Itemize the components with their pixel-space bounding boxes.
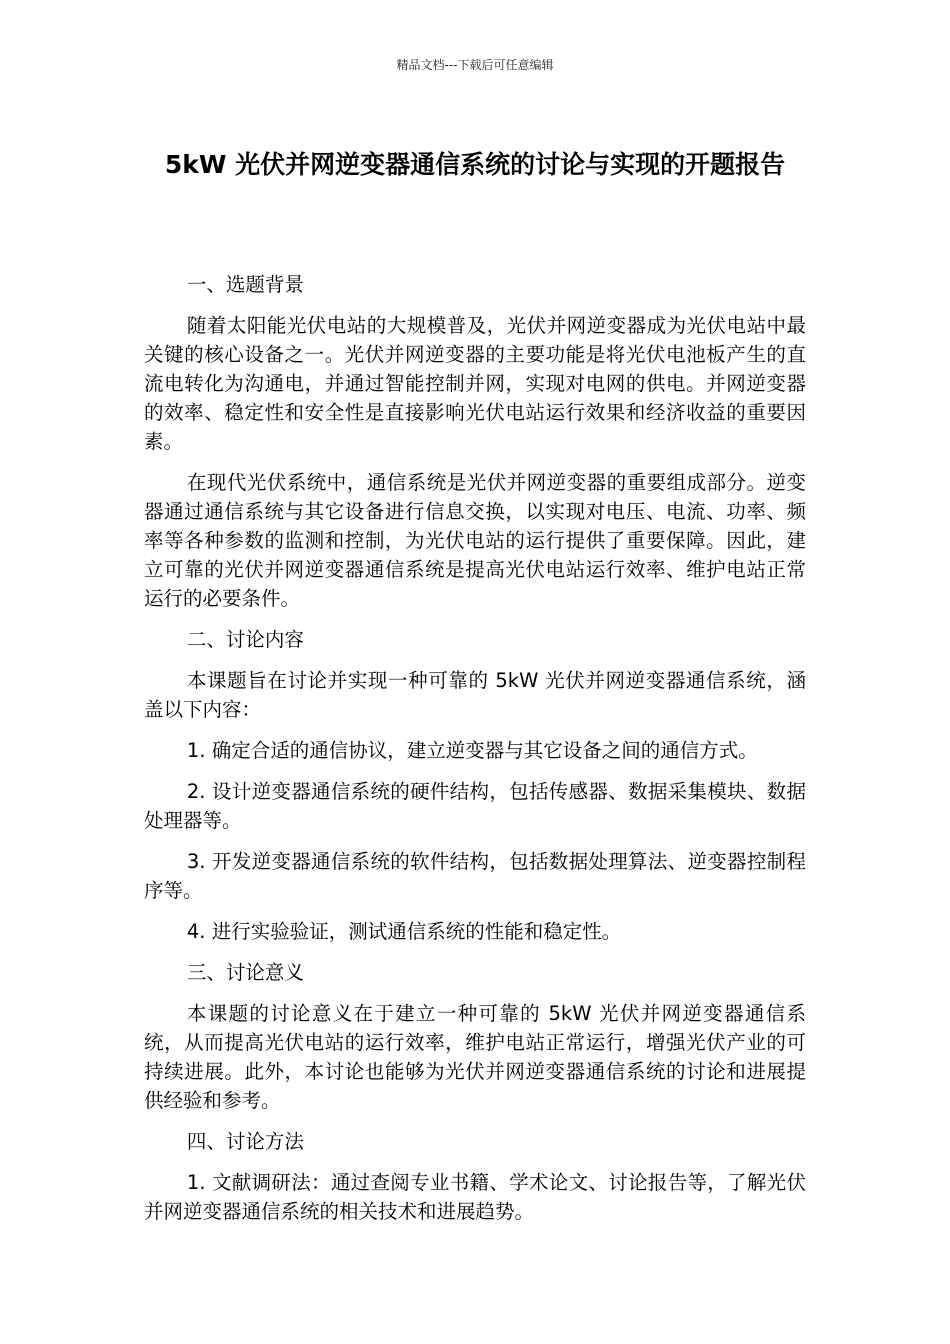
paragraph-significance: 本课题的讨论意义在于建立一种可靠的 5kW 光伏并网逆变器通信系统，从而提高光伏电站的运行效率，维护电站正常运行，增强光伏产业的可持续进展。此外，本讨论也能够为光伏并网逆变器通信系统的讨论和进展提供经验和参考。 [144, 1002, 806, 1112]
list-item-content-2: 2. 设计逆变器通信系统的硬件结构，包括传感器、数据采集模块、数据处理器等。 [144, 780, 806, 832]
paragraph-content-intro: 本课题旨在讨论并实现一种可靠的 5kW 光伏并网逆变器通信系统，涵盖以下内容： [144, 669, 806, 721]
section-heading-methods: 四、讨论方法 [186, 1130, 304, 1153]
list-item-content-1: 1. 确定合适的通信协议，建立逆变器与其它设备之间的通信方式。 [186, 739, 758, 762]
page-header-note: 精品文档---下载后可任意编辑 [396, 58, 554, 72]
paragraph-background-1: 随着太阳能光伏电站的大规模普及，光伏并网逆变器成为光伏电站中最关键的核心设备之一。光伏并网逆变器的主要功能是将光伏电池板产生的直流电转化为沟通电，并通过智能控制并网，实现对电网的供电。并网逆变器的效率、稳定性和安全性是直接影响光伏电站运行效果和经济收益的重要因素。 [144, 314, 806, 453]
section-heading-significance: 三、讨论意义 [186, 961, 304, 984]
section-heading-content: 二、讨论内容 [186, 628, 304, 651]
list-item-methods-1: 1. 文献调研法：通过查阅专业书籍、学术论文、讨论报告等，了解光伏并网逆变器通信系统的相关技术和进展趋势。 [144, 1171, 806, 1223]
document-title: 5kW 光伏并网逆变器通信系统的讨论与实现的开题报告 [164, 150, 786, 179]
document-body [144, 270, 806, 1238]
list-item-content-4: 4. 进行实验验证，测试通信系统的性能和稳定性。 [186, 920, 622, 943]
paragraph-background-2: 在现代光伏系统中，通信系统是光伏并网逆变器的重要组成部分。逆变器通过通信系统与其它设备进行信息交换，以实现对电压、电流、功率、频率等各种参数的监测和控制，为光伏电站的运行提供了重要保障。因此，建立可靠的光伏并网逆变器通信系统是提高光伏电站运行效率、维护电站正常运行的必要条件。 [144, 471, 806, 610]
section-heading-background: 一、选题背景 [186, 273, 304, 296]
list-item-content-3: 3. 开发逆变器通信系统的软件结构，包括数据处理算法、逆变器控制程序等。 [144, 850, 806, 902]
